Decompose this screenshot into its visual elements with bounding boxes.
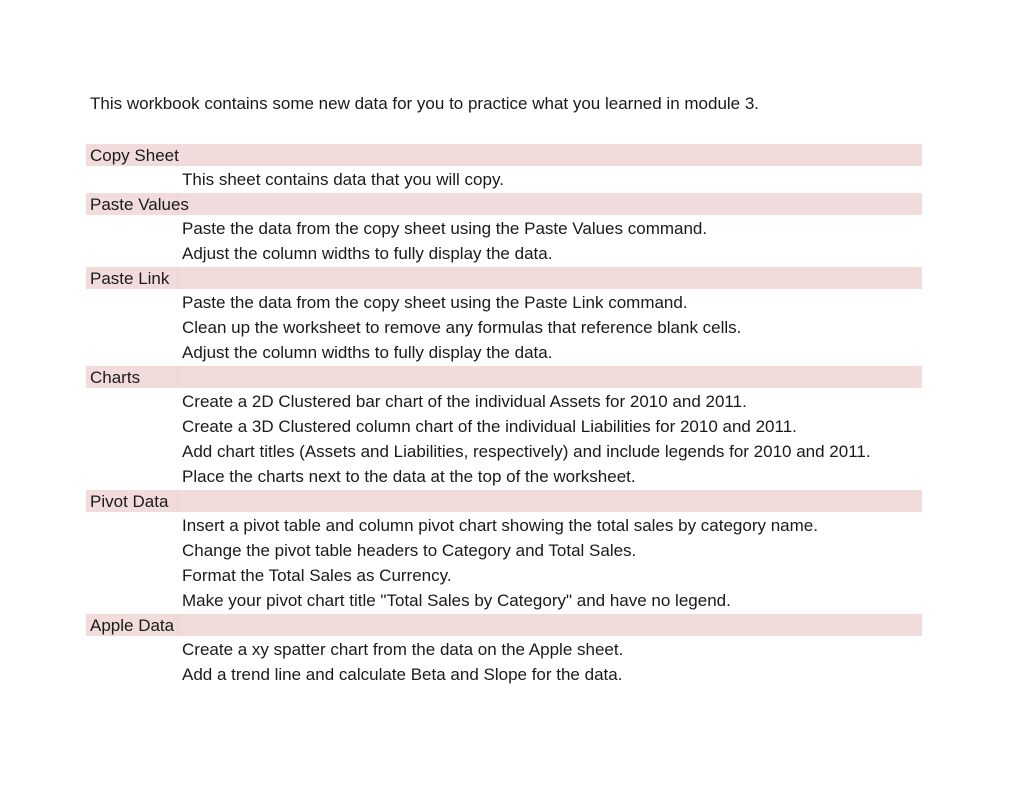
section-paste-link bbox=[86, 266, 922, 365]
section-header[interactable]: Paste Link bbox=[86, 266, 922, 290]
section-header[interactable]: Charts bbox=[86, 365, 922, 389]
section-paste-values bbox=[86, 192, 922, 266]
section-header[interactable]: Pivot Data bbox=[86, 489, 922, 513]
instruction-item[interactable]: Insert a pivot table and column pivot chart showing the total sales by category name. bbox=[182, 516, 818, 535]
instruction-item[interactable]: Make your pivot chart title "Total Sales by Category" and have no legend. bbox=[182, 591, 731, 610]
instruction-item[interactable]: Add a trend line and calculate Beta and Slope for the data. bbox=[182, 665, 623, 684]
instruction-item[interactable]: Paste the data from the copy sheet using the Paste Values command. bbox=[182, 219, 708, 238]
instruction-item[interactable]: Change the pivot table headers to Category and Total Sales. bbox=[182, 541, 637, 560]
instruction-item[interactable]: Paste the data from the copy sheet using the Paste Link command. bbox=[182, 293, 688, 312]
worksheet bbox=[86, 90, 922, 687]
section-pivot-data bbox=[86, 489, 922, 613]
instruction-item[interactable]: Clean up the worksheet to remove any formulas that reference blank cells. bbox=[182, 318, 742, 337]
section-copy-sheet bbox=[86, 143, 922, 192]
instruction-item[interactable]: Create a xy spatter chart from the data on the Apple sheet. bbox=[182, 640, 624, 659]
section-apple-data bbox=[86, 613, 922, 687]
section-charts bbox=[86, 365, 922, 489]
instruction-item[interactable]: Place the charts next to the data at the top of the worksheet. bbox=[182, 467, 636, 486]
intro-text: This workbook contains some new data for you to practice what you learned in module 3. bbox=[90, 94, 760, 113]
instruction-item[interactable]: Format the Total Sales as Currency. bbox=[182, 566, 452, 585]
instruction-item[interactable]: Adjust the column widths to fully display the data. bbox=[182, 343, 553, 362]
blank-row bbox=[86, 118, 922, 143]
section-header[interactable]: Apple Data bbox=[86, 613, 922, 637]
instruction-item[interactable]: Adjust the column widths to fully display the data. bbox=[182, 244, 553, 263]
instruction-item[interactable]: Create a 3D Clustered column chart of the individual Liabilities for 2010 and 2011. bbox=[182, 417, 797, 436]
instruction-item[interactable]: This sheet contains data that you will copy. bbox=[182, 170, 504, 189]
section-header[interactable]: Paste Values bbox=[86, 192, 922, 216]
instruction-item[interactable]: Create a 2D Clustered bar chart of the individual Assets for 2010 and 2011. bbox=[182, 392, 747, 411]
section-header[interactable]: Copy Sheet bbox=[86, 143, 922, 167]
instruction-item[interactable]: Add chart titles (Assets and Liabilities, respectively) and include legends for 2010 and 2011. bbox=[182, 442, 871, 461]
